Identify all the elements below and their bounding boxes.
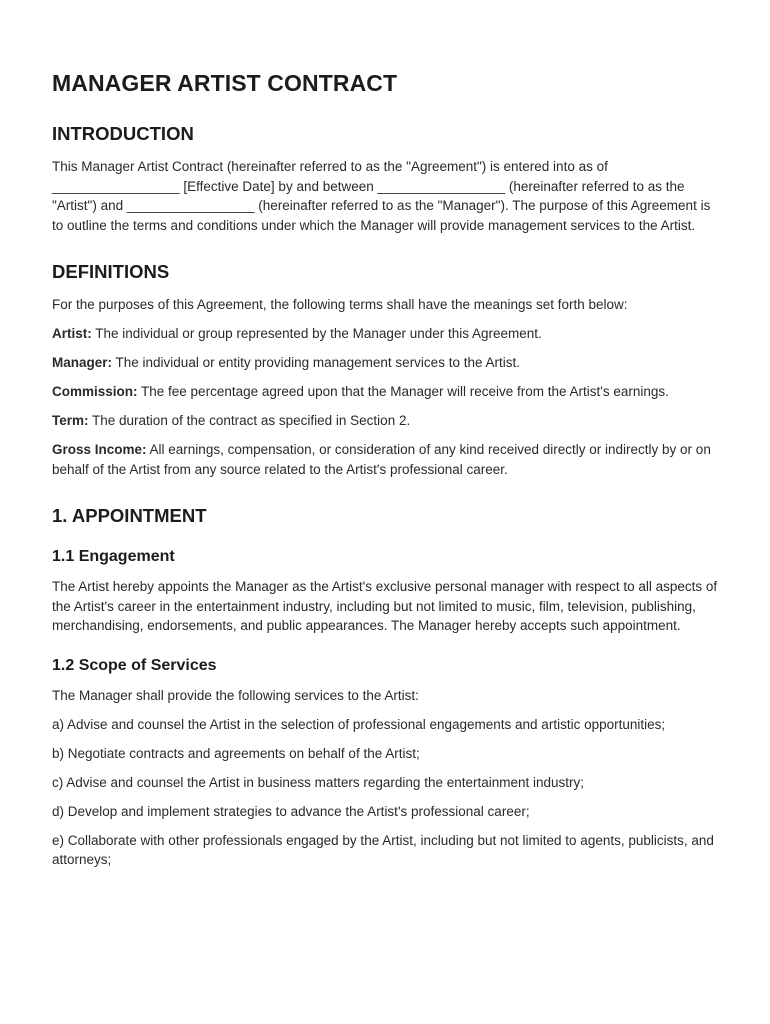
scope-item-b: b) Negotiate contracts and agreements on behalf of the Artist;: [52, 745, 420, 761]
scope-item-e: e) Collaborate with other professionals engaged by the Artist, including but not limited to agents, publicists, and attorneys;: [52, 832, 714, 867]
definition-term: Artist:: [52, 326, 92, 341]
definition-item-gross-income: [52, 440, 718, 479]
definition-text: The individual or group represented by the Manager under this Agreement.: [91, 326, 542, 341]
scope-item-d: d) Develop and implement strategies to advance the Artist's professional career;: [52, 803, 530, 819]
scope-intro: The Manager shall provide the following services to the Artist:: [52, 687, 419, 703]
definitions-intro: For the purposes of this Agreement, the following terms shall have the meanings set forth below:: [52, 297, 628, 312]
definition-text: The individual or entity providing management services to the Artist.: [112, 355, 520, 370]
engagement-heading: 1.1 Engagement: [52, 548, 175, 565]
introduction-body: This Manager Artist Contract (hereinafter referred to as the "Agreement") is entered into as of _________________ [Effective Date] by and between _________________ (hereinafter referred to as the "Artist") and _________________ (hereinafter referred to as the "Manager"). The purpose of this Agreement is to outline the terms and conditions under which the Manager will provide management services to the Artist.: [52, 159, 711, 233]
scope-item-a: a) Advise and counsel the Artist in the selection of professional engagements and artistic opportunities;: [52, 716, 666, 732]
definitions-heading: DEFINITIONS: [52, 261, 170, 282]
scope-heading: 1.2 Scope of Services: [52, 656, 217, 674]
definition-text: The duration of the contract as specified in Section 2.: [88, 413, 411, 428]
definition-item-manager: [52, 353, 718, 373]
definition-item-artist: [52, 324, 718, 344]
engagement-body: The Artist hereby appoints the Manager as the Artist's exclusive personal manager with respect to all aspects of the Artist's career in the entertainment industry, including but not limited to music, film, television, publishing, merchandising, endorsements, and public appearances. The Manager hereby accepts such appointment.: [52, 579, 718, 633]
definition-term: Term:: [52, 413, 89, 428]
definition-term: Manager:: [52, 355, 113, 370]
definition-item-term: [52, 411, 718, 431]
scope-item-c: c) Advise and counsel the Artist in business matters regarding the entertainment industry;: [52, 774, 585, 790]
definition-term: Commission:: [52, 384, 138, 399]
document-title: MANAGER ARTIST CONTRACT: [52, 70, 398, 96]
definition-text: All earnings, compensation, or consideration of any kind received directly or indirectly by or on behalf of the Artist from any source related to the Artist's professional career.: [52, 442, 711, 477]
definition-term: Gross Income:: [52, 442, 147, 457]
definition-text: The fee percentage agreed upon that the Manager will receive from the Artist's earnings.: [137, 384, 669, 399]
appointment-heading: 1. APPOINTMENT: [52, 505, 207, 526]
definition-item-commission: [52, 382, 718, 402]
introduction-heading: INTRODUCTION: [52, 123, 194, 144]
